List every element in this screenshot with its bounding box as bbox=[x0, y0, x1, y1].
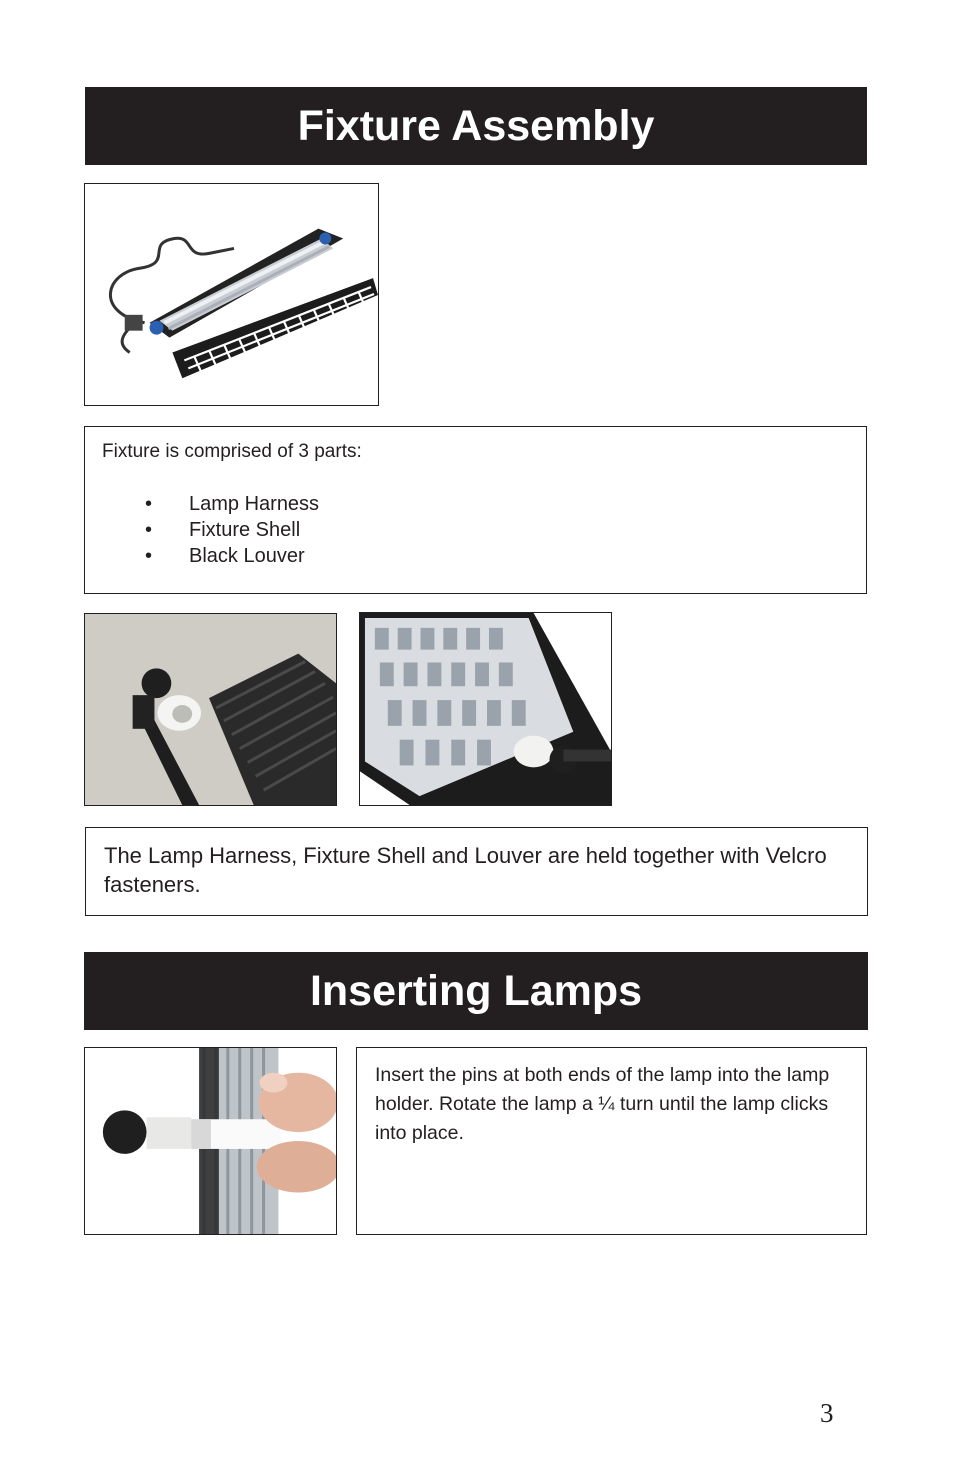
velcro-note-box bbox=[85, 827, 868, 916]
velcro-note-text: The Lamp Harness, Fixture Shell and Louver are held together with Velcro fasteners. bbox=[104, 843, 827, 897]
fixture-overview-photo bbox=[84, 183, 379, 406]
page-number: 3 bbox=[820, 1398, 834, 1428]
parts-box bbox=[84, 426, 867, 594]
insert-instructions-box bbox=[356, 1047, 867, 1235]
insert-instructions-text: Insert the pins at both ends of the lamp into the lamp holder. Rotate the lamp a ¼ turn until the lamp clicks into place. bbox=[375, 1064, 830, 1144]
inserting-lamp-photo bbox=[84, 1047, 337, 1235]
section-title-fixture-assembly: Fixture Assembly bbox=[85, 87, 867, 165]
list-item: • Black Louver bbox=[145, 543, 319, 569]
section-title-inserting-lamps: Inserting Lamps bbox=[84, 952, 868, 1030]
louver-attached-photo bbox=[359, 612, 612, 806]
list-item: • Lamp Harness bbox=[145, 491, 319, 517]
lamp-harness-photo bbox=[84, 613, 337, 806]
parts-list bbox=[145, 491, 319, 569]
list-item: • Fixture Shell bbox=[145, 517, 319, 543]
parts-intro-text: Fixture is comprised of 3 parts: bbox=[102, 441, 362, 462]
